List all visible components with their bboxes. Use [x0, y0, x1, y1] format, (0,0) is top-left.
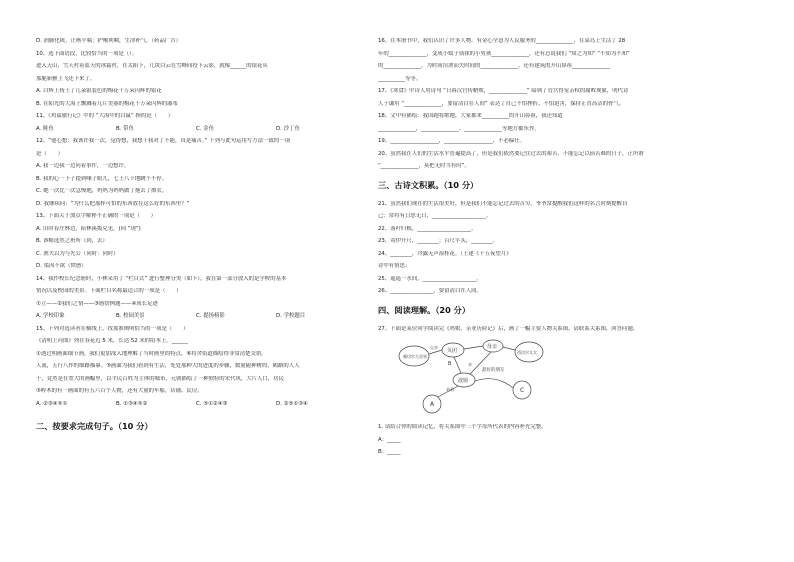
- option-c: C. ⑤①②④③: [196, 400, 228, 407]
- section-2-heading: 二、按要求完成句子。（10 分）: [36, 421, 153, 431]
- text-line: 人流，五行八作的细路描摹。⑤画面为我们看到有生活，处处那种大的进度的步骤，数量随种树的，鹤路的人人: [36, 363, 300, 369]
- option-line: B. 我的心一下子提到嗓子眼儿，七上八下地跳个不停。: [36, 175, 168, 182]
- option-line: A. 我一边我一边问着事件，一边想许。: [36, 163, 130, 169]
- node-C-label: C: [520, 387, 525, 394]
- option-line: B. 该略选然之班所（到，去）: [36, 238, 108, 244]
- option-d: D. 沙丁鱼: [276, 125, 300, 132]
- question-17: 17、《寒食》中诗人用诗句 “日暮汉宫传蜡烛，______________” 暗讽了管宫得宠亲权的腐败现象，明代诗: [378, 88, 629, 94]
- option-c: C. 金鱼: [196, 125, 214, 132]
- text-line: 己：常将有日思无日，____________________。: [378, 213, 492, 219]
- edge-friend-label: 最好的朋友: [482, 368, 505, 373]
- right-column: [378, 38, 758, 462]
- question-15-options: [36, 401, 386, 408]
- edge-father-label: 父亲: [430, 345, 438, 350]
- edge-B-mother: [464, 346, 483, 349]
- option-line: D. 渠因不欲（愤懑）: [36, 263, 87, 269]
- option-c: C. 提扬榜影: [196, 313, 225, 319]
- text-line: 那脆新雅上飞还下来了。: [36, 75, 96, 82]
- edge-pm-C: [475, 379, 513, 388]
- text-line: 年的______________，变成小蚊子侦探的小男孩______________，还有总说我们 “知之为知” “不知为不知”: [378, 50, 630, 57]
- section-3-heading: 三、古诗文积累。（10 分）: [378, 179, 479, 190]
- text-line: 情况以及校园的美景。下面栏目名称最适合的一项是（ ）: [36, 288, 182, 294]
- character-relationship-diagram: [396, 338, 576, 416]
- option-line: B. 在阳光的大海上飘溅着几片美丽的梅花千万朵闪辉的瀑布: [36, 100, 178, 107]
- question-14: 14、我作校长纪念册时，小林采用了 “栏目式” 进行整理分类（如下），我在第一部分放入的是学校的基本: [36, 275, 287, 282]
- section-4-heading: 四、阅读理解。（20 分）: [378, 304, 471, 315]
- node-A-label: A: [430, 401, 435, 408]
- option-d: D. 学校题目: [276, 313, 306, 319]
- question-14-options: [36, 313, 386, 320]
- node-B-letter: B: [448, 361, 452, 367]
- option-line: D. 我继续问：“为什么把那样可怕的东西放在这么好的东西里？”: [36, 200, 190, 207]
- text-line: ①透过明画面细节画，我们更加深入地理解了当时画里的特点，⑥将舍街道描绘得非常清楚交错。: [36, 350, 267, 357]
- question-13: 13、下面关于加点字解释不正确的一项是（ ）: [36, 213, 157, 219]
- question-27: 27、下面是某位同学阅读完《鸡娘，亲亚历险记》后，画了一幅主要人物关系图，请联系关系图，回答问题。: [378, 325, 639, 332]
- edge-B-pm: [454, 357, 461, 373]
- node-mother-label: 母亲: [487, 344, 498, 350]
- option-b: B. 带鱼: [116, 125, 134, 132]
- question-24: 24、________，冷露无声湿桂花。（王建《十五夜望月》: [378, 250, 512, 257]
- answer-b-blank[interactable]: B：_____: [378, 449, 401, 455]
- node-maid-label: 西切尔太太: [517, 350, 537, 355]
- option-line: C. 渔夫以为与先公（同时：同时）: [36, 250, 119, 257]
- edge-leader-B: [429, 350, 442, 354]
- text-line: 人于谦用 “______________，要留清白在人间” 表达了自己不怕挫折、不怕迫害，保持正直高洁的骨气。: [378, 100, 625, 107]
- option-line: A. 白辉上扬上了几朵银装色的梅花千万朵闪辉的银花: [36, 88, 162, 94]
- left-column: [36, 38, 386, 442]
- option-d: D. ②⑤①③④: [276, 400, 308, 407]
- question-11-options: [36, 126, 386, 133]
- question-16: 16、在本册书中，我们认识了许多人物。有金心全意为人民服务的______________，在菜岛上生活了 28: [378, 38, 626, 44]
- edge-mother-maid: [503, 347, 515, 350]
- text-line: ______________，______________、______________等地方都东作。: [378, 125, 540, 132]
- question-15: 15、下列对选读者在横线上，找那准阐明恰当的一项是（ ）: [36, 325, 189, 332]
- question-20: 20、虽然我在人们的生活水平普遍提高了，但是我们依然要记住过去的艰苦，不能忘记以前苦难的日子，正所谓: [378, 150, 644, 157]
- option-line: C. 她一次比一次急慢地，妈妈为妈妈做了拖去了擦衣。: [36, 188, 168, 194]
- option-b: B. 校园美景: [116, 313, 145, 319]
- option-a: A. 鲑鱼: [36, 125, 54, 132]
- text-line: 《清明上河图》列在春花近 5 米，长达 52 米的绢本上。______: [36, 338, 188, 344]
- text-line: ⑤粹木的有一画面的有五六百个人物，还有大量的车船，店铺、民房。: [36, 388, 203, 394]
- text-line: 的______________，为时间渲泄而失时间的______________，还有建筑的开山鼻祖______________: [378, 63, 610, 69]
- question-26: 26、________________，要留清白在人间。: [378, 288, 482, 294]
- question-23: 23、寄伊开尺，________；百尺竿头，________。: [378, 238, 499, 244]
- text-line: 诗中有情思：: [378, 263, 411, 269]
- question-21: 21、虽然我们现在的生活很美好，但是我们不能忘记过去的苦穷。爷爷常提醒我们这样的名言时刻提醒自: [378, 200, 628, 207]
- question-12: 12、“他心想：我该许我一次，觉得想，我想干我对了不能，真是痛苦。” 下列与此句运用写方法一致的一项: [36, 138, 291, 144]
- question-10: 10、选下面语段，比较恰当的一项是（）。: [36, 50, 138, 57]
- question-25: 25、遥遥一水间，____________________。: [378, 275, 482, 282]
- text-line: __________等等。: [378, 75, 422, 82]
- question-22: 22、落叶归根，____________________。: [378, 225, 477, 232]
- option-a: A. ②③④⑤①: [36, 400, 68, 407]
- option-b: B. ①③④⑤②: [116, 400, 148, 407]
- node-B-label: 贝团: [447, 348, 458, 354]
- question-18: 18、文中有描绘：我国跑将歌地，大家都来__________的开山鼻祖，我还知道: [378, 113, 563, 119]
- edge-brother-label: 亲: [468, 362, 472, 367]
- question-19: 19、__________________，__________________，不必偏任。: [378, 138, 526, 144]
- answer-a-blank[interactable]: A：_____: [378, 436, 401, 443]
- text-line: “______________，莫把无时当有时”。: [378, 163, 470, 169]
- option-line: A. 旧时春庄林边，陪林溪拨兑见。(同 “现”): [36, 225, 141, 232]
- text-line: D. 润肺化痰，止咳平喘；护喉利咽，生津补气。（药品广告）: [36, 38, 182, 44]
- question-27-1: 1. 请结合你的阅读记忆，将关系图中三个字母所代表的内容补充完整。: [378, 424, 547, 430]
- text-line: ①立——②我们之情——③感悟例题——④成长足迹: [36, 300, 158, 307]
- text-line: 进入天山，雪天衬着蓝天的冰霜衬，在太阳下，几块白云在雪峰间投下云影，就像______的银花从: [36, 63, 268, 69]
- text-line: 于，竟然是在宽大的画幅里，以平民百姓为主体的城市，元朝描绘了一种独特的宋代风，大片人口，居民: [36, 375, 284, 382]
- option-a: A. 学校印象: [36, 313, 65, 319]
- node-pm-label: 波姆: [458, 378, 469, 384]
- question-11: 11、《鸡篇旅行记》中的 “大海中的白鼠” 指的是（ ）: [36, 113, 174, 119]
- node-leader-label: 赖切尔大首领: [403, 354, 427, 359]
- edge-sibling-label: 弟弟: [446, 387, 454, 392]
- text-line: 是（ ）: [36, 150, 63, 157]
